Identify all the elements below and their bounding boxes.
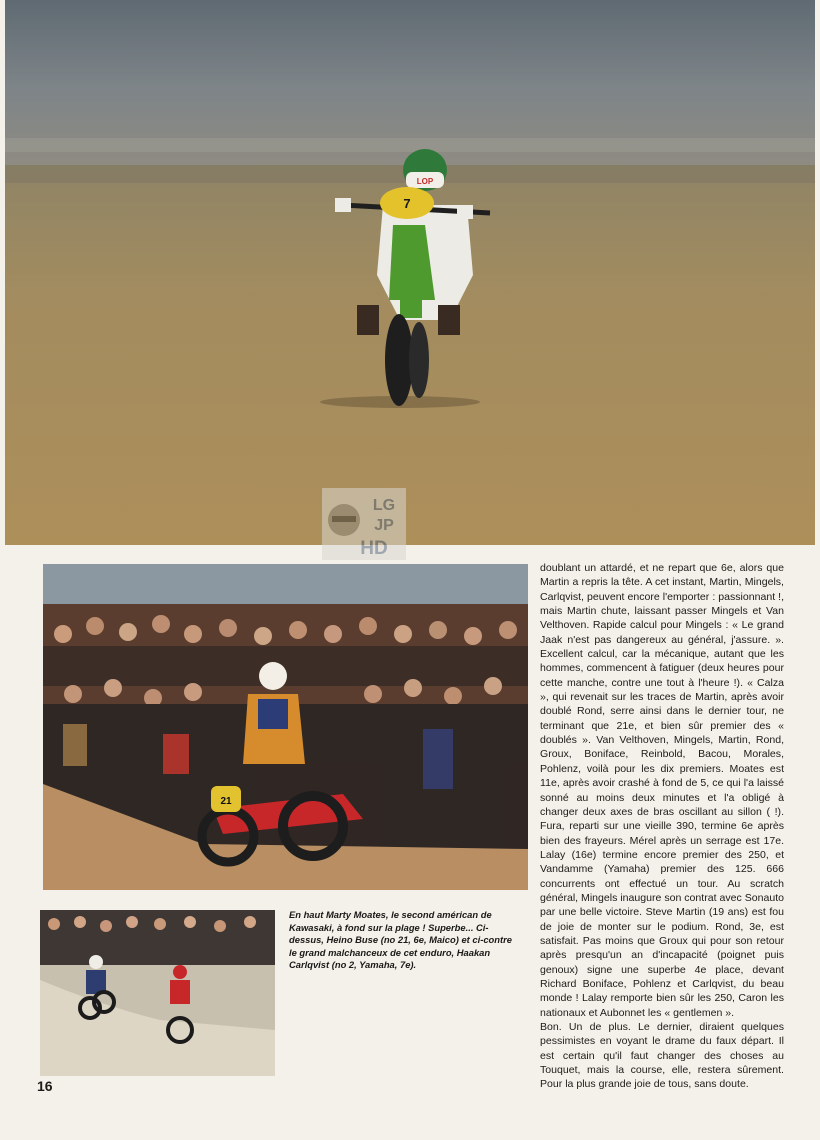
crowd-photo-heino-buse	[43, 564, 528, 890]
svg-text:21: 21	[220, 796, 232, 807]
watermark-logo	[322, 488, 406, 560]
svg-text:JP: JP	[374, 517, 394, 534]
caption-text: En haut Marty Moates, le second américan de Kawasaki, à fond sur la plage ! Superbe... Ci-dessus, Heino Buse (no 21, 6e, Maico) et ci-contre le grand malchanceux de cet enduro, Haakan Carlqvist (no 2, Yamaha, 7e).	[289, 909, 512, 970]
top-photo-beach-rider	[5, 0, 815, 545]
article-paragraph: doublant un attardé, et ne repart que 6e, alors que Martin a repris la tête. A cet instant, Martin, Mingels, Carlqvist, peuvent encore l'emporter : passionnant !, mais Martin chute, laissant passer Mingels et Van Velthoven. Rapide calcul pour Mingels : « Le grand Jaak n'est pas dangereux au général, j'assure. ». Excellent calcul, car la mécanique, autant que les hommes, commencent à fatiguer (deux heures pour cette manche, contre une tout à l'heure !). « Calza », qui revenait sur les traces de Martin, après avoir doublé Rond, serre ainsi dans le dernier tour, ne terminant que 21e, et bien sûr premier des « doublés ». Van Velthoven, Mingels, Martin, Rond, Groux, Boniface, Reinbold, Bacou, Morales, Pohlenz, voilà pour les dix premiers. Moates est 11e, après avoir crashé à fond de 5, ce qui l'a laissé sonné au moins deux minutes et l'a obligé à changer deux axes de bras oscillant au sillon ( !). Fura, reparti sur une vieille 390, termine 6e après bien des frayeurs. Mérel après un serrage est 17e. Lalay (16e) termine encore premier des 250, et Vandamme (Yamaha) premier des 125. 666 concurrents ont effectué un tour. Au scratch général, Mingels inaugure son contrat avec Sonauto par une belle victoire. Steve Martin (19 ans) est fou de joie de monter sur le podium. Rond, 3e, est satisfait. Pas moins que Groux qui pour son retour après presqu'un an d'incapacité (poignet puis genoux) signe une superbe 4e place, devant Richard Boniface, Pohlenz et Carlqvist, du beau monde ! Lalay remporte bien sûr les 250, Caron les nationaux et Aubonnet les « gentlemen ».	[540, 562, 784, 1019]
page-number: 16	[37, 1078, 53, 1094]
photo-caption	[289, 909, 515, 972]
article-column	[540, 561, 784, 1092]
helmet-text: LOP	[416, 177, 434, 186]
svg-text:HD: HD	[360, 538, 388, 559]
race-number: 7	[403, 196, 411, 211]
svg-text:LG: LG	[372, 497, 396, 514]
article-paragraph: Bon. Un de plus. Le dernier, diraient quelques pessimistes en voyant le drame du faux départ. Il est certain qu'il faut changer des choses au Touquet, mais la course, elle, restera sûrement. Pour la plus grande joie de tous, sans doute.	[540, 1021, 784, 1091]
small-photo-carlqvist	[40, 910, 275, 1076]
